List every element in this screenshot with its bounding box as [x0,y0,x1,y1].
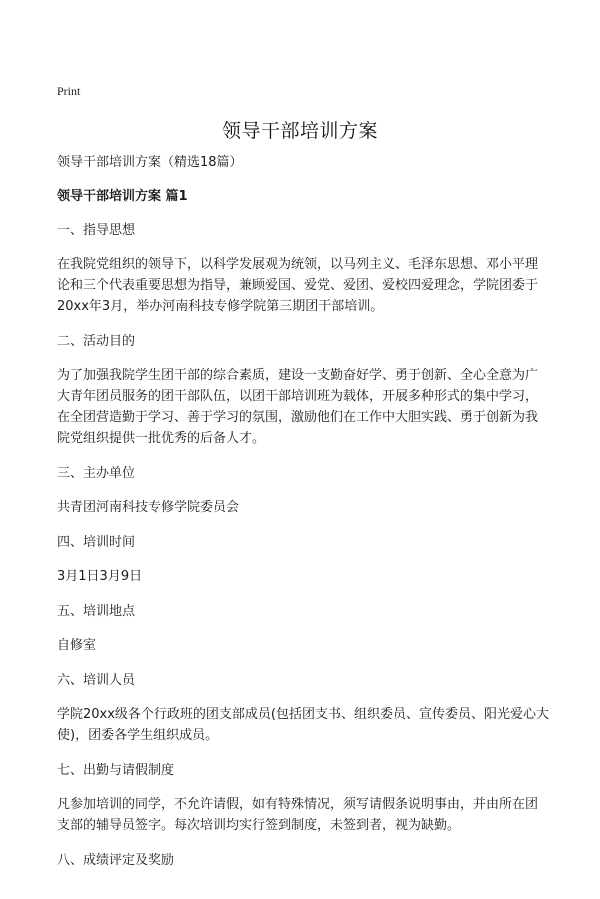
section-body-6: 学院20xx级各个行政班的团支部成员(包括团支书、组织委员、宣传委员、阳光爱心大使)，团委各学生组织成员。 [57,707,550,743]
section-heading-6: 六、培训人员 [57,673,136,688]
section-heading-2: 二、活动目的 [57,334,136,349]
section-heading-5: 五、培训地点 [57,604,136,619]
section-body-4: 3月1日3月9日 [57,569,143,584]
print-label[interactable]: Print [57,84,81,98]
section-body-5: 自修室 [57,638,97,653]
section-body-1: 在我院党组织的领导下，以科学发展观为统领，以马列主义、毛泽东思想、邓小平理论和三个代表重要思想为指导，兼顾爱国、爱党、爱团、爱校四爱理念，学院团委于20xx年3月，举办河南科技专修学院第三期团干部培训。 [57,257,539,314]
chapter-heading: 领导干部培训方案 篇1 [57,189,188,204]
section-body-2: 为了加强我院学生团干部的综合素质，建设一支勤奋好学、勇于创新、全心全意为广大青年团员服务的团干部队伍，以团干部培训班为载体，开展多种形式的集中学习，在全团营造勤于学习、善于学习的氛围，激励他们在工作中大胆实践、勇于创新为我院党组织提供一批优秀的后备人才。 [57,368,539,446]
document-body [57,152,549,884]
section-body-3: 共青团河南科技专修学院委员会 [57,500,240,515]
section-heading-8: 八、成绩评定及奖励 [57,853,175,868]
document-title: 领导干部培训方案 [221,120,378,142]
document-subtitle: 领导干部培训方案（精选18篇） [57,155,243,170]
section-heading-7: 七、出勤与请假制度 [57,763,175,778]
section-heading-1: 一、指导思想 [57,223,136,238]
section-body-7: 凡参加培训的同学，不允许请假，如有特殊情况，须写请假条说明事由，并由所在团支部的辅导员签字。每次培训均实行签到制度，未签到者，视为缺勤。 [57,797,539,833]
section-heading-3: 三、主办单位 [57,466,136,481]
section-heading-4: 四、培训时间 [57,535,136,550]
